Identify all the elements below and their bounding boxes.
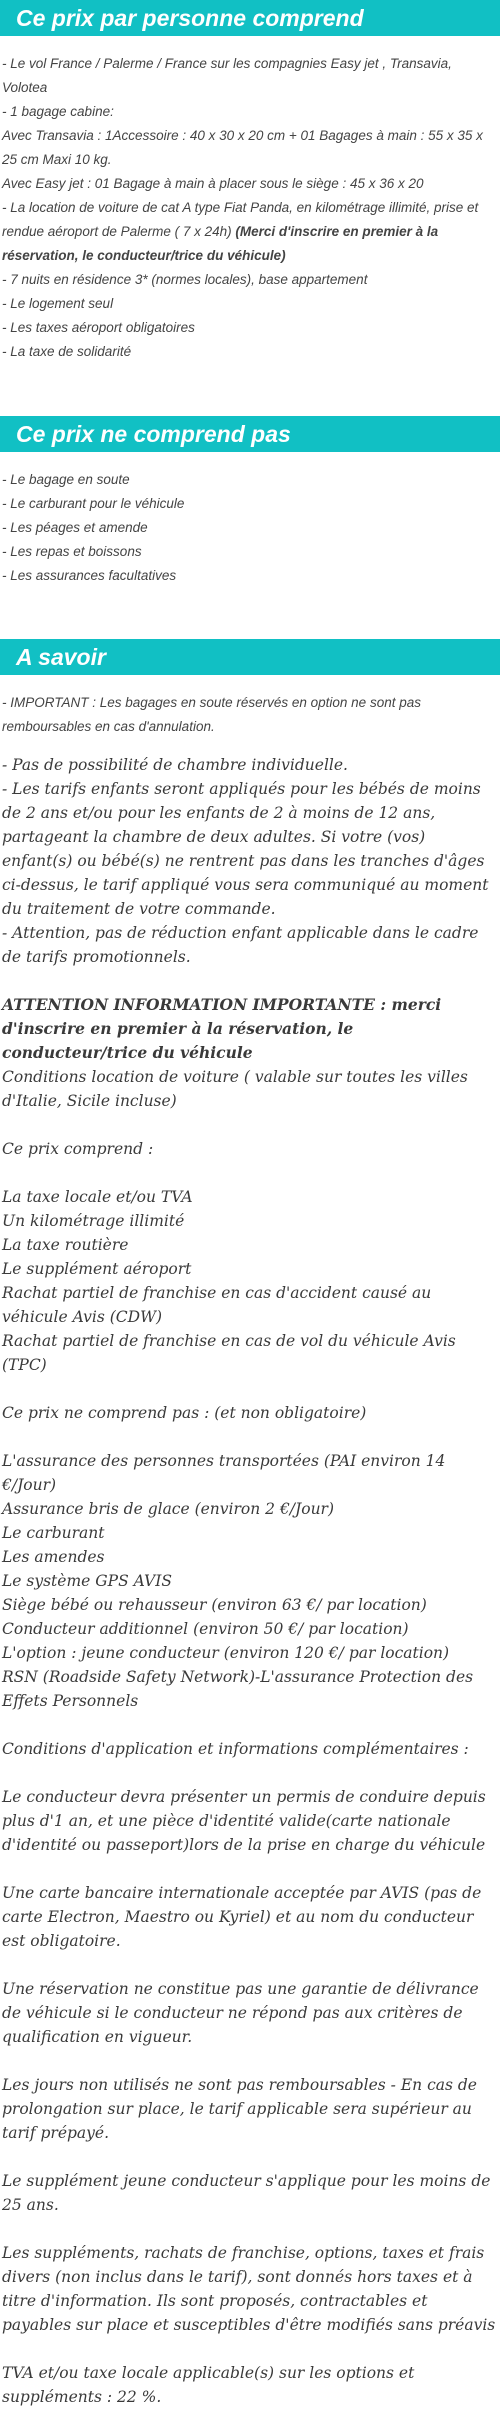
list-item: Siège bébé ou rehausseur (environ 63 €/ par location) bbox=[2, 1596, 427, 1614]
condition-paragraph: TVA et/ou taxe locale applicable(s) sur les options et suppléments : 22 %. bbox=[2, 2364, 415, 2406]
list-item: Rachat partiel de franchise en cas d'accident causé au véhicule Avis (CDW) bbox=[2, 1284, 432, 1326]
list-item: - 1 bagage cabine: bbox=[2, 104, 114, 119]
list-item: - Le logement seul bbox=[2, 296, 114, 311]
condition-paragraph: Le supplément jeune conducteur s'applique pour les moins de 25 ans. bbox=[2, 2172, 491, 2214]
attention-heading: ATTENTION INFORMATION IMPORTANTE : merci d'inscrire en premier à la réservation, le conducteur/trice du véhicule bbox=[2, 995, 442, 1062]
list-item: Le système GPS AVIS bbox=[2, 1572, 172, 1590]
section-includes bbox=[0, 0, 500, 364]
condition-paragraph: Les suppléments, rachats de franchise, options, taxes et frais divers (non inclus dans le tarif), sont donnés hors taxes et à titre d'information. Ils sont proposés, contractables et payables sur place et susceptibles d'être modifiés sans préavis bbox=[2, 2244, 496, 2334]
list-item: L'option : jeune conducteur (environ 120 €/ par location) bbox=[2, 1644, 450, 1662]
list-item: Conducteur additionnel (environ 50 €/ par location) bbox=[2, 1620, 409, 1638]
list-item: - 7 nuits en résidence 3* (normes locales), base appartement bbox=[2, 272, 368, 287]
car-includes-title: Ce prix comprend : bbox=[2, 1140, 154, 1158]
info-note: - Attention, pas de réduction enfant applicable dans le cadre de tarifs promotionnels. bbox=[2, 924, 479, 966]
info-note: - Pas de possibilité de chambre individuelle. bbox=[2, 756, 348, 774]
list-item: Le supplément aéroport bbox=[2, 1260, 192, 1278]
car-conditions-title: Conditions location de voiture ( valable sur toutes les villes d'Italie, Sicile incluse) bbox=[2, 1068, 468, 1110]
section-good-to-know bbox=[0, 639, 500, 2409]
condition-paragraph: Une réservation ne constitue pas une garantie de délivrance de véhicule si le conducteur ne répond pas aux critères de qualification en vigueur. bbox=[2, 1980, 479, 2046]
important-baggage-note: - IMPORTANT : Les bagages en soute réservés en option ne sont pas remboursables en cas d'annulation. bbox=[2, 695, 421, 734]
list-item: - Les assurances facultatives bbox=[2, 568, 177, 583]
section-title-includes: Ce prix par personne comprend bbox=[0, 0, 500, 36]
condition-paragraph: Les jours non utilisés ne sont pas remboursables - En cas de prolongation sur place, le tarif applicable sera supérieur au tarif prépayé. bbox=[2, 2076, 477, 2142]
section-title-excludes: Ce prix ne comprend pas bbox=[0, 416, 500, 452]
condition-paragraph: Le conducteur devra présenter un permis de conduire depuis plus d'1 an, et une pièce d'identité valide(carte nationale d'identité ou passeport)lors de la prise en charge du véhicule bbox=[2, 1788, 486, 1854]
list-item: - Les repas et boissons bbox=[2, 544, 142, 559]
info-block bbox=[0, 753, 500, 2409]
list-item: Rachat partiel de franchise en cas de vol du véhicule Avis (TPC) bbox=[2, 1332, 456, 1374]
list-item: - Le bagage en soute bbox=[2, 472, 130, 487]
list-item: La taxe locale et/ou TVA bbox=[2, 1188, 193, 1206]
list-item: Un kilométrage illimité bbox=[2, 1212, 185, 1230]
list-item: - Les péages et amende bbox=[2, 520, 148, 535]
car-excludes-title: Ce prix ne comprend pas : (et non obligatoire) bbox=[2, 1404, 367, 1422]
car-rental-note: (Merci d'inscrire en premier à la réservation, le conducteur/trice du véhicule) bbox=[2, 224, 439, 263]
list-item-car-rental bbox=[2, 196, 498, 268]
list-item: - Le vol France / Palerme / France sur les compagnies Easy jet , Transavia, Volotea bbox=[2, 56, 452, 95]
application-conditions-title: Conditions d'application et informations complémentaires : bbox=[2, 1740, 469, 1758]
list-item: Assurance bris de glace (environ 2 €/Jour) bbox=[2, 1500, 335, 1518]
section-excludes bbox=[0, 416, 500, 588]
list-item: Les amendes bbox=[2, 1548, 105, 1566]
list-item: Le carburant bbox=[2, 1524, 105, 1542]
list-item: Avec Easy jet : 01 Bagage à main à placer sous le siège : 45 x 36 x 20 bbox=[2, 176, 424, 191]
list-item: La taxe routière bbox=[2, 1236, 129, 1254]
condition-paragraph: Une carte bancaire internationale acceptée par AVIS (pas de carte Electron, Maestro ou Kyriel) et au nom du conducteur est obligatoire. bbox=[2, 1884, 482, 1950]
car-rental-text: - La location de voiture de cat A type Fiat Panda, en kilométrage illimité, prise et rendue aéroport de Palerme ( 7 x 24h) bbox=[2, 200, 479, 239]
excludes-list bbox=[0, 468, 500, 588]
important-note bbox=[0, 691, 500, 739]
info-note: - Les tarifs enfants seront appliqués pour les bébés de moins de 2 ans et/ou pour les enfants de 2 à moins de 12 ans, partageant la chambre de deux adultes. Si votre (vos) enfant(s) ou bébé(s) ne rentrent pas dans les tranches d'âges ci-dessus, le tarif appliqué vous sera communiqué au moment du traitement de votre commande. bbox=[2, 780, 489, 918]
list-item: Avec Transavia : 1Accessoire : 40 x 30 x 20 cm + 01 Bagages à main : 55 x 35 x 25 cm Maxi 10 kg. bbox=[2, 128, 483, 167]
list-item: RSN (Roadside Safety Network)-L'assurance Protection des Effets Personnels bbox=[2, 1668, 474, 1710]
list-item: L'assurance des personnes transportées (PAI environ 14 €/Jour) bbox=[2, 1452, 446, 1494]
list-item: - Le carburant pour le véhicule bbox=[2, 496, 185, 511]
includes-list bbox=[0, 52, 500, 364]
section-title-good-to-know: A savoir bbox=[0, 639, 500, 675]
list-item: - Les taxes aéroport obligatoires bbox=[2, 320, 195, 335]
list-item: - La taxe de solidarité bbox=[2, 344, 132, 359]
